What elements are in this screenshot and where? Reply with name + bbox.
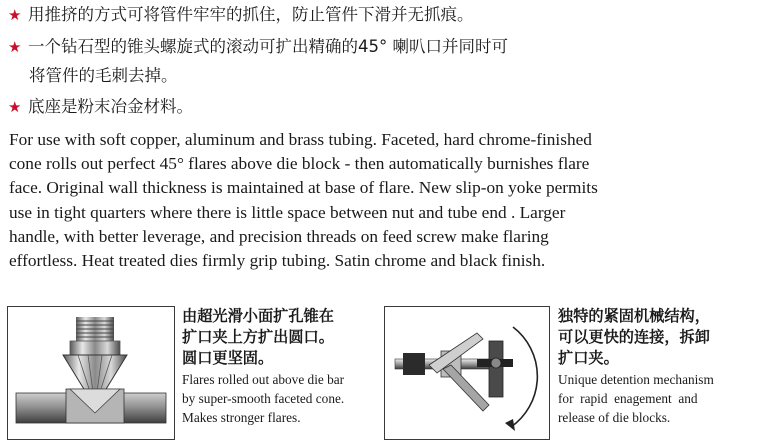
bullet-1 <box>8 4 474 26</box>
cone-caption <box>182 306 344 427</box>
caption-en-line: Flares rolled out above die bar <box>182 372 345 387</box>
bullet-text: 底座是粉末冶金材料。 <box>28 97 193 116</box>
caption-zh-line: 独特的紧固机械结构， <box>558 307 710 325</box>
star-icon: ★ <box>8 98 22 116</box>
yoke-figure <box>384 306 550 440</box>
caption-zh-line: 扩口夹上方扩出圆口。 <box>182 328 334 346</box>
yoke-caption <box>558 306 714 427</box>
caption-en-line: release of die blocks. <box>558 410 671 425</box>
paragraph-line: effortless. Heat treated dies firmly grip tubing. Satin chrome and black finish. <box>9 251 546 271</box>
caption-zh-line: 圆口更坚固。 <box>182 349 274 367</box>
paragraph-line: face. Original wall thickness is maintained at base of flare. New slip-on yoke permits <box>9 178 598 198</box>
bullet-text: 用推挤的方式可将管件牢牢的抓住，防止管件下滑并无抓痕。 <box>28 5 474 24</box>
paragraph-line: For use with soft copper, aluminum and brass tubing. Faceted, hard chrome-finished <box>9 130 592 149</box>
paragraph-line: use in tight quarters where there is little space between nut and tube end . Larger <box>9 202 566 222</box>
caption-en-line: by super-smooth faceted cone. <box>182 391 345 406</box>
bullet-text: 一个钻石型的锥头螺旋式的滚动可扩出精确的45° 喇叭口并同时可 <box>28 37 508 56</box>
bullet-2-continuation: 将管件的毛刺去掉。 <box>29 66 178 85</box>
star-icon: ★ <box>8 38 22 56</box>
description-paragraph <box>9 128 719 273</box>
cone-figure <box>7 306 175 440</box>
yoke-mechanism-illustration <box>385 307 549 439</box>
bullet-2 <box>8 36 508 58</box>
star-icon: ★ <box>8 6 22 24</box>
caption-en-line: for rapid enagement and <box>558 391 698 406</box>
caption-en-line: Unique detention mechanism <box>558 372 714 387</box>
bullet-3 <box>8 96 193 118</box>
caption-zh-line: 扩口夹。 <box>558 349 619 367</box>
paragraph-line: cone rolls out perfect 45° flares above die block - then automatically burnishes flare <box>9 154 590 174</box>
caption-en-line: Makes stronger flares. <box>182 410 301 425</box>
paragraph-line: handle, with better leverage, and precision threads on feed screw make flaring <box>9 226 549 246</box>
caption-zh-line: 由超光滑小面扩孔锥在 <box>182 307 334 325</box>
caption-zh-line: 可以更快的连接，拆卸 <box>558 328 710 346</box>
flare-cone-illustration <box>8 307 174 439</box>
